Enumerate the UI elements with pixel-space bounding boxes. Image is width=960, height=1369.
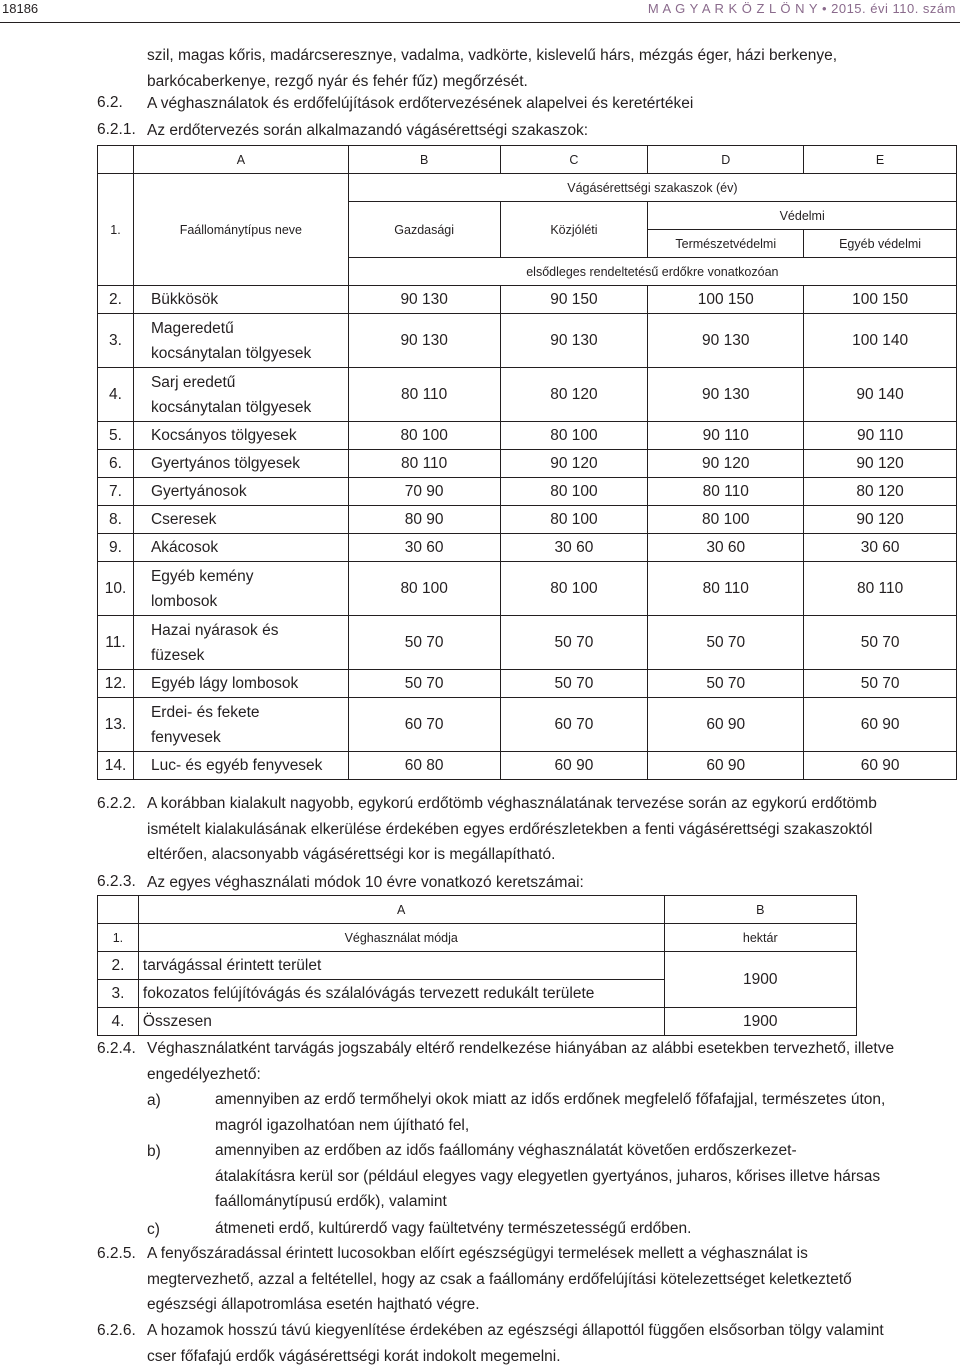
section-heading: Az erdőtervezés során alkalmazandó vágásérettségi szakaszok: [147, 121, 957, 140]
value-recreational: 30 60 [500, 534, 648, 562]
column-letter: C [500, 146, 648, 174]
list-item-line: átalakításra kerül sor (például elegyes vagy elegyetlen gyertyános, juharos, kőrises illetve hársas [215, 1164, 957, 1190]
value-economic: 80 100 [348, 562, 500, 616]
value-nature-conservation: 50 70 [648, 670, 804, 698]
name-line: Sarj eredetű [151, 370, 348, 395]
table-row [98, 450, 957, 478]
row-number: 6. [98, 450, 134, 478]
row-number: 14. [98, 752, 134, 780]
value-recreational: 50 70 [500, 670, 648, 698]
row-number: 4. [98, 368, 134, 422]
value-other-protective: 60 90 [804, 752, 957, 780]
intro-line: barkócaberkenye, rezgő nyár és fehér fűz) megőrzését. [147, 69, 957, 95]
list-item-line: amennyiben az erdő termőhelyi okok miatt az idős erdőnek megfelelő főfafajjal, természetes úton, [215, 1087, 957, 1113]
row-number: 1. [98, 924, 139, 952]
forest-type-name [133, 368, 348, 422]
value-nature-conservation: 100 150 [648, 286, 804, 314]
name-line: Akácosok [151, 539, 348, 557]
value-other-protective: 90 140 [804, 368, 957, 422]
cell-value: 1900 [664, 1008, 857, 1036]
column-letter: A [138, 896, 664, 924]
table-row [98, 670, 957, 698]
list-item-label: a) [147, 1091, 161, 1110]
name-line: füzesek [151, 643, 348, 668]
forest-type-name [133, 478, 348, 506]
row-number: 2. [98, 286, 134, 314]
value-nature-conservation: 90 120 [648, 450, 804, 478]
forest-type-name [133, 422, 348, 450]
column-header-type: Faállománytípus neve [133, 174, 348, 286]
list-item-label: c) [147, 1220, 160, 1239]
empty-cell [98, 896, 139, 924]
forest-type-name [133, 698, 348, 752]
value-nature-conservation: 30 60 [648, 534, 804, 562]
page-number: 18186 [2, 1, 38, 16]
value-nature-conservation: 80 110 [648, 562, 804, 616]
list-item [215, 1216, 957, 1242]
table-row [98, 616, 957, 670]
value-nature-conservation: 80 100 [648, 506, 804, 534]
value-recreational: 80 100 [500, 506, 648, 534]
value-economic: 80 100 [348, 422, 500, 450]
column-header-group: Vágásérettségi szakaszok (év) [348, 174, 956, 202]
row-number: 1. [98, 174, 134, 286]
name-line: fenyvesek [151, 725, 348, 750]
paragraph [147, 1036, 957, 1087]
value-economic: 90 130 [348, 286, 500, 314]
forest-type-name [133, 450, 348, 478]
column-header: Véghasználat módja [138, 924, 664, 952]
table-row [98, 422, 957, 450]
value-nature-conservation: 90 130 [648, 314, 804, 368]
value-recreational: 60 70 [500, 698, 648, 752]
value-other-protective: 90 110 [804, 422, 957, 450]
row-number: 9. [98, 534, 134, 562]
name-line: kocsánytalan tölgyesek [151, 341, 348, 366]
column-letter-row [98, 896, 857, 924]
row-number: 4. [98, 1008, 139, 1036]
column-letter-row [98, 146, 957, 174]
column-header-nature-conservation: Természetvédelmi [648, 230, 804, 258]
value-economic: 80 110 [348, 450, 500, 478]
value-nature-conservation: 90 110 [648, 422, 804, 450]
harvest-quota-table [97, 895, 857, 1036]
paragraph-line: eltérően, alacsonyabb vágásérettségi kor is megállapítható. [147, 842, 957, 868]
paragraph-line: A fenyőszáradással érintett lucosokban előírt egészségügyi termelések mellett a véghasználat is [147, 1241, 957, 1267]
name-line: Egyéb lágy lombosok [151, 675, 348, 693]
paragraph-line: engedélyezhető: [147, 1062, 957, 1088]
name-line: Cseresek [151, 511, 348, 529]
table-row [98, 534, 957, 562]
table-row [98, 752, 957, 780]
row-number: 7. [98, 478, 134, 506]
list-item-label: b) [147, 1142, 161, 1161]
paragraph [147, 1318, 957, 1369]
rotation-age-table [97, 145, 957, 780]
name-line: Hazai nyárasok és [151, 618, 348, 643]
name-line: kocsánytalan tölgyesek [151, 395, 348, 420]
value-other-protective: 100 150 [804, 286, 957, 314]
name-line: Kocsányos tölgyesek [151, 427, 348, 445]
column-letter: D [648, 146, 804, 174]
column-header-note: elsődleges rendeltetésű erdőkre vonatkozóan [348, 258, 956, 286]
row-number: 5. [98, 422, 134, 450]
value-nature-conservation: 80 110 [648, 478, 804, 506]
column-header-recreational: Közjóléti [500, 202, 648, 258]
value-other-protective: 60 90 [804, 698, 957, 752]
forest-type-name [133, 752, 348, 780]
list-item-line: amennyiben az erdőben az idős faállomány véghasználatát követően erdőszerkezet- [215, 1138, 957, 1164]
table-body [98, 286, 957, 780]
value-nature-conservation: 50 70 [648, 616, 804, 670]
value-recreational: 80 100 [500, 422, 648, 450]
row-number: 3. [98, 314, 134, 368]
list-item-line: magról igazolhatóan nem újítható fel, [215, 1113, 957, 1139]
row-number: 8. [98, 506, 134, 534]
column-header-economic: Gazdasági [348, 202, 500, 258]
table-row [98, 286, 957, 314]
row-label: Összesen [138, 1008, 664, 1036]
table-row [98, 1008, 857, 1036]
column-letter: B [664, 896, 857, 924]
name-line: Egyéb kemény [151, 564, 348, 589]
value-recreational: 80 100 [500, 562, 648, 616]
value-economic: 60 70 [348, 698, 500, 752]
section-number: 6.2. [97, 94, 123, 112]
value-other-protective: 90 120 [804, 506, 957, 534]
row-number: 2. [98, 952, 139, 980]
header-rule [0, 22, 960, 23]
section-number: 6.2.6. [97, 1322, 136, 1340]
paragraph-line: cser főfafajú erdők vágásérettségi korát indokolt megemelni. [147, 1344, 957, 1369]
value-economic: 80 110 [348, 368, 500, 422]
row-number: 12. [98, 670, 134, 698]
paragraph [147, 1241, 957, 1318]
forest-type-name [133, 562, 348, 616]
value-other-protective: 80 120 [804, 478, 957, 506]
value-economic: 50 70 [348, 670, 500, 698]
row-number: 3. [98, 980, 139, 1008]
list-item-line: átmeneti erdő, kultúrerdő vagy faültetvény természetességű erdőben. [215, 1216, 957, 1242]
table-row [98, 698, 957, 752]
section-heading: Az egyes véghasználati módok 10 évre vonatkozó keretszámai: [147, 873, 957, 892]
section-heading: A véghasználatok és erdőfelújítások erdőtervezésének alapelvei és keretértékei [147, 94, 957, 113]
column-letter: E [804, 146, 957, 174]
section-number: 6.2.2. [97, 795, 136, 813]
name-line: Gyertyánosok [151, 483, 348, 501]
forest-type-name [133, 670, 348, 698]
value-economic: 50 70 [348, 616, 500, 670]
column-header-protective: Védelmi [648, 202, 957, 230]
forest-type-name [133, 286, 348, 314]
value-recreational: 90 150 [500, 286, 648, 314]
value-recreational: 80 100 [500, 478, 648, 506]
column-letter: A [133, 146, 348, 174]
forest-type-name [133, 314, 348, 368]
name-line: Erdei- és fekete [151, 700, 348, 725]
name-line: Gyertyános tölgyesek [151, 455, 348, 473]
section-number: 6.2.5. [97, 1245, 136, 1263]
row-label: tarvágással érintett terület [138, 952, 664, 980]
list-item-line: faállománytípusú erdők), valamint [215, 1189, 957, 1215]
value-recreational: 90 130 [500, 314, 648, 368]
empty-cell [98, 146, 134, 174]
intro-line: szil, magas kőris, madárcseresznye, vadalma, vadkörte, kislevelű hárs, mézgás éger, házi berkenye, [147, 43, 957, 69]
intro-paragraph [147, 43, 957, 94]
value-recreational: 50 70 [500, 616, 648, 670]
row-number: 11. [98, 616, 134, 670]
header-row [98, 174, 957, 202]
value-recreational: 80 120 [500, 368, 648, 422]
value-economic: 60 80 [348, 752, 500, 780]
paragraph-line: Véghasználatként tarvágás jogszabály eltérő rendelkezése hiányában az alábbi esetekben tervezhető, illetve [147, 1036, 957, 1062]
forest-type-name [133, 506, 348, 534]
row-label: fokozatos felújítóvágás és szálalóvágás tervezett redukált területe [138, 980, 664, 1008]
table-row [98, 924, 857, 952]
value-nature-conservation: 60 90 [648, 698, 804, 752]
table-row [98, 368, 957, 422]
paragraph-line: megtervezhető, azzal a feltétellel, hogy az csak a faállomány erdőfelújítási kötelezettséget keletkeztető [147, 1267, 957, 1293]
paragraph [147, 791, 957, 868]
list-item [215, 1138, 957, 1215]
paragraph-line: ismételt kialakulásának elkerülése érdekében egyes erdőrészletekben a fenti vágásérettségi szakaszoktól [147, 817, 957, 843]
value-other-protective: 50 70 [804, 670, 957, 698]
value-economic: 80 90 [348, 506, 500, 534]
paragraph-line: A hozamok hosszú távú kiegyenlítése érdekében az egészségi állapottól függően elsősorban tölgy valamint [147, 1318, 957, 1344]
section-number: 6.2.4. [97, 1040, 136, 1058]
value-nature-conservation: 90 130 [648, 368, 804, 422]
name-line: lombosok [151, 589, 348, 614]
name-line: Bükkösök [151, 291, 348, 309]
forest-type-name [133, 616, 348, 670]
value-nature-conservation: 60 90 [648, 752, 804, 780]
row-number: 13. [98, 698, 134, 752]
value-other-protective: 90 120 [804, 450, 957, 478]
section-number: 6.2.1. [97, 121, 136, 139]
table-row [98, 952, 857, 980]
forest-type-name [133, 534, 348, 562]
row-number: 10. [98, 562, 134, 616]
name-line: Luc- és egyéb fenyvesek [151, 757, 348, 775]
value-other-protective: 30 60 [804, 534, 957, 562]
publication-title: M A G Y A R K Ö Z L Ö N Y • 2015. évi 110. szám [648, 1, 956, 16]
value-economic: 90 130 [348, 314, 500, 368]
list-item [215, 1087, 957, 1138]
page-header [0, 0, 960, 22]
table-row [98, 506, 957, 534]
cell-value: 1900 [664, 952, 857, 1008]
value-other-protective: 80 110 [804, 562, 957, 616]
section-number: 6.2.3. [97, 873, 136, 891]
paragraph-line: egészségi állapotromlása esetén hajtható végre. [147, 1292, 957, 1318]
column-header-other-protective: Egyéb védelmi [804, 230, 957, 258]
value-economic: 70 90 [348, 478, 500, 506]
value-recreational: 60 90 [500, 752, 648, 780]
value-economic: 30 60 [348, 534, 500, 562]
paragraph-line: A korábban kialakult nagyobb, egykorú erdőtömb véghasználatának tervezése során az egykorú erdőtömb [147, 791, 957, 817]
table-row [98, 562, 957, 616]
value-recreational: 90 120 [500, 450, 648, 478]
column-letter: B [348, 146, 500, 174]
table-row [98, 478, 957, 506]
value-other-protective: 50 70 [804, 616, 957, 670]
value-other-protective: 100 140 [804, 314, 957, 368]
table-row [98, 314, 957, 368]
name-line: Mageredetű [151, 316, 348, 341]
column-header: hektár [664, 924, 857, 952]
